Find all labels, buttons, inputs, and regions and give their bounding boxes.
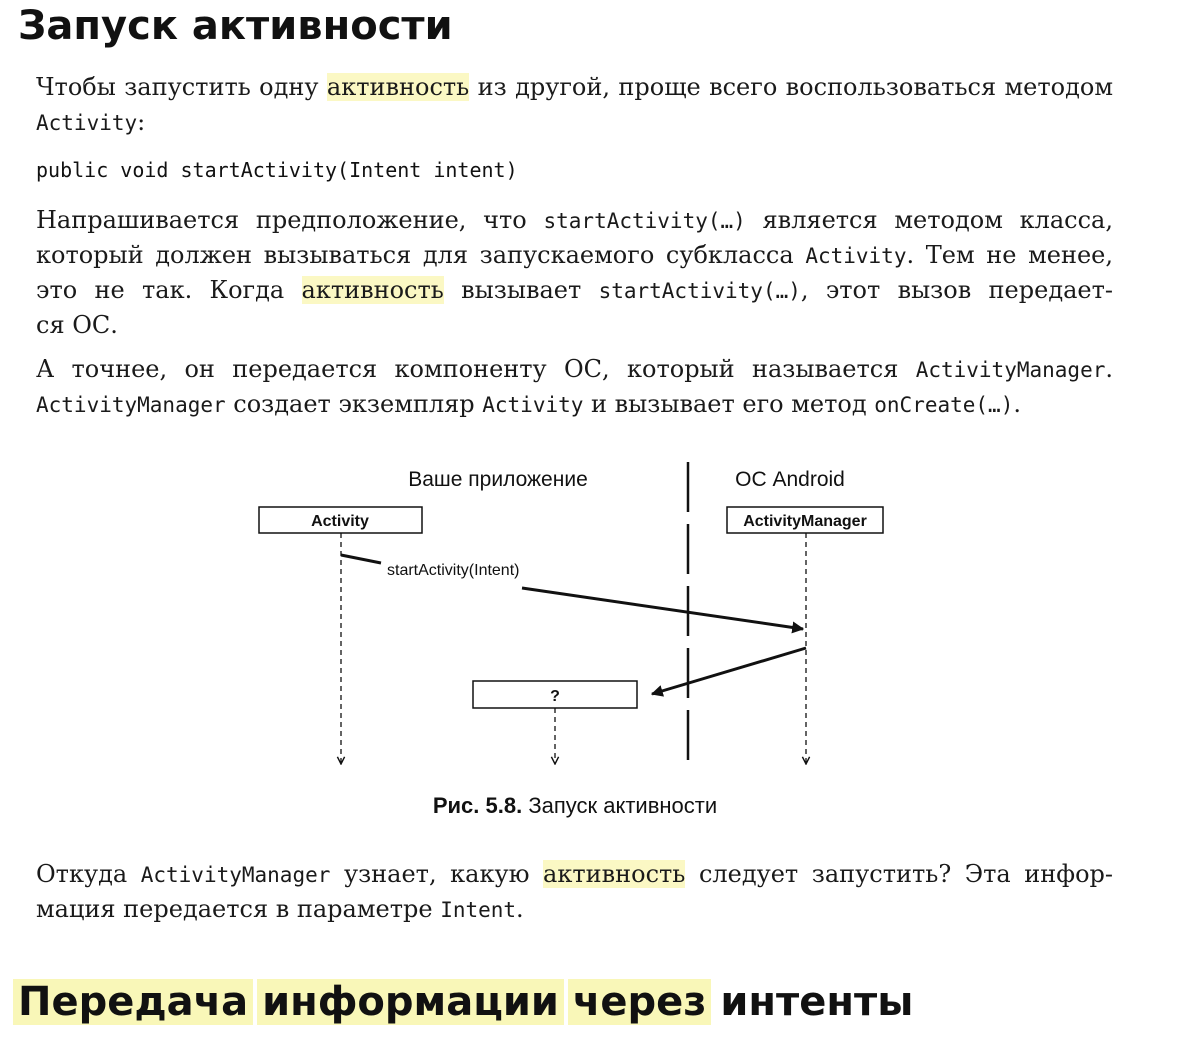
- region-label-app: Ваше приложение: [408, 468, 588, 491]
- paragraph-explanation: [36, 203, 1113, 343]
- call-arrow-start: [341, 555, 381, 563]
- paragraph-intro: [36, 70, 1113, 140]
- section-heading: Запуск активности: [18, 3, 453, 49]
- paragraph-line: Откуда ActivityManager узнает, какую активность следует запустить? Эта инфор-: [36, 860, 1113, 888]
- paragraph-line: Чтобы запустить одну активность из другой, проще всего воспользоваться методом: [36, 73, 1113, 101]
- paragraph-line: А точнее, он передается компоненту ОС, который называется ActivityManager.: [36, 355, 1113, 383]
- code-term: Activity: [36, 111, 138, 135]
- paragraph-line: ся ОС.: [36, 311, 118, 339]
- highlighted-term: активность: [301, 276, 444, 304]
- paragraph-intent-question: [36, 857, 1113, 927]
- paragraph-line: который должен вызываться для запускаемого субкласса Activity. Тем не менее,: [36, 241, 1113, 269]
- paragraph-line: Activity:: [36, 108, 146, 136]
- paragraph-activity-manager: [36, 352, 1113, 422]
- unknown-box-label: ?: [550, 688, 560, 705]
- highlighted-term: активность: [543, 860, 686, 888]
- create-arrow: [652, 648, 806, 694]
- paragraph-line: это не так. Когда активность вызывает startActivity(…), этот вызов передает-: [36, 276, 1113, 304]
- paragraph-line: ActivityManager создает экземпляр Activity и вызывает его метод onCreate(…).: [36, 390, 1021, 418]
- sequence-diagram: [0, 440, 1190, 830]
- call-arrow: [522, 588, 803, 629]
- highlighted-term: активность: [326, 73, 470, 101]
- activity-box-label: Activity: [311, 513, 369, 530]
- next-section-heading: Передача информации через интенты: [18, 982, 913, 1022]
- paragraph-line: мация передается в параметре Intent.: [36, 895, 524, 923]
- start-activity-message: startActivity(Intent): [387, 562, 520, 579]
- code-snippet: public void startActivity(Intent intent): [36, 158, 518, 182]
- activity-manager-box-label: ActivityManager: [743, 513, 867, 530]
- region-label-os: ОС Android: [735, 468, 845, 491]
- paragraph-line: Напрашивается предположение, что startActivity(…) является методом класса,: [36, 206, 1113, 234]
- figure-caption: Рис. 5.8. Запуск активности: [432, 793, 718, 818]
